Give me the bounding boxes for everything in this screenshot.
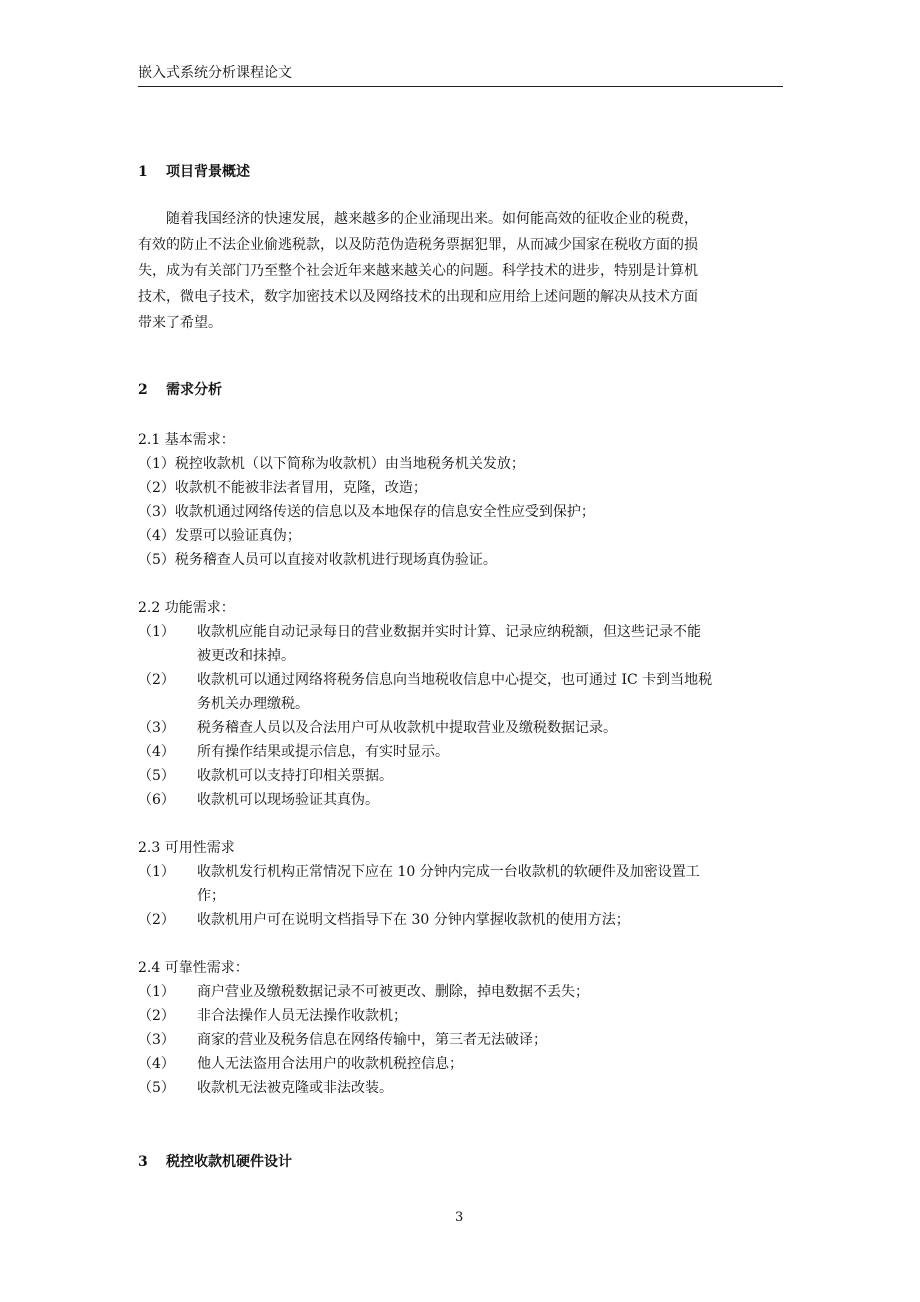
list-marker: （1） — [138, 624, 175, 640]
section-3-heading — [138, 1154, 292, 1170]
list-item: （4）发票可以验证真伪； — [138, 528, 301, 544]
paragraph-line: 有效的防止不法企业偷逃税款，以及防范伪造税务票据犯罪，从而减少国家在税收方面的损 — [138, 237, 698, 253]
list-marker: （6） — [138, 792, 175, 808]
list-text: 收款机可以支持打印相关票据。 — [197, 768, 393, 784]
list-marker: （1） — [138, 984, 175, 1000]
list-text: 收款机用户可在说明文档指导下在 30 分钟内掌握收款机的使用方法； — [197, 912, 630, 928]
paragraph-line: 技术，微电子技术，数字加密技术以及网络技术的出现和应用给上述问题的解决从技术方面 — [138, 289, 698, 305]
header-title: 嵌入式系统分析课程论文 — [138, 65, 292, 81]
list-text: 商家的营业及税务信息在网络传输中，第三者无法破译； — [197, 1032, 547, 1048]
list-text: 所有操作结果或提示信息，有实时显示。 — [197, 744, 449, 760]
section-2-number: 2 — [138, 382, 148, 398]
list-item: （3）收款机通过网络传送的信息以及本地保存的信息安全性应受到保护； — [138, 504, 595, 520]
list-marker: （1） — [138, 864, 175, 880]
list-marker: （2） — [138, 1008, 175, 1024]
list-marker: （4） — [138, 744, 175, 760]
list-text: 收款机可以现场验证其真伪。 — [197, 792, 379, 808]
list-marker: （3） — [138, 1032, 175, 1048]
paragraph-line: 失，成为有关部门乃至整个社会近年来越来越关心的问题。科学技术的进步，特别是计算机 — [138, 263, 698, 279]
list-text: 收款机应能自动记录每日的营业数据并实时计算、记录应纳税额，但这些记录不能 — [197, 624, 701, 640]
paragraph-line: 随着我国经济的快速发展，越来越多的企业涌现出来。如何能高效的征收企业的税费， — [166, 211, 698, 227]
subsection-2-3-title: 2.3 可用性需求 — [138, 840, 235, 856]
section-3-number: 3 — [138, 1154, 148, 1170]
section-1-paragraph — [138, 206, 783, 336]
subsection-2-1-title: 2.1 基本需求： — [138, 432, 235, 448]
subsection-2-4-title: 2.4 可靠性需求： — [138, 960, 249, 976]
list-text-continuation: 务机关办理缴税。 — [197, 696, 309, 712]
list-item: （2）收款机不能被非法者冒用，克隆，改造； — [138, 480, 427, 496]
section-1-heading — [138, 164, 250, 180]
list-text: 他人无法盗用合法用户的收款机税控信息； — [197, 1056, 463, 1072]
page-header — [138, 62, 783, 87]
list-marker: （2） — [138, 912, 175, 928]
list-marker: （5） — [138, 768, 175, 784]
list-marker: （5） — [138, 1080, 175, 1096]
list-item: （1）税控收款机（以下简称为收款机）由当地税务机关发放； — [138, 456, 525, 472]
subsection-2-2-title: 2.2 功能需求： — [138, 600, 235, 616]
list-text: 非合法操作人员无法操作收款机； — [197, 1008, 407, 1024]
list-text-continuation: 被更改和抹掉。 — [197, 648, 295, 664]
section-1-number: 1 — [138, 164, 148, 180]
paragraph-line: 带来了希望。 — [138, 315, 222, 331]
list-marker: （4） — [138, 1056, 175, 1072]
list-text: 商户营业及缴税数据记录不可被更改、删除，掉电数据不丢失； — [197, 984, 589, 1000]
section-1-title: 项目背景概述 — [166, 164, 250, 180]
list-item: （5）税务稽查人员可以直接对收款机进行现场真伪验证。 — [138, 552, 497, 568]
list-text: 税务稽查人员以及合法用户可从收款机中提取营业及缴税数据记录。 — [197, 720, 617, 736]
section-2-heading — [138, 382, 222, 398]
list-text: 收款机发行机构正常情况下应在 10 分钟内完成一台收款机的软硬件及加密设置工 — [197, 864, 700, 880]
section-2-title: 需求分析 — [166, 382, 222, 398]
list-text: 收款机可以通过网络将税务信息向当地税收信息中心提交，也可通过 IC 卡到当地税 — [197, 672, 713, 688]
list-marker: （2） — [138, 672, 175, 688]
page-number: 3 — [455, 1210, 464, 1225]
list-text-continuation: 作； — [197, 888, 225, 904]
section-3-title: 税控收款机硬件设计 — [166, 1154, 292, 1170]
list-text: 收款机无法被克隆或非法改装。 — [197, 1080, 393, 1096]
list-marker: （3） — [138, 720, 175, 736]
